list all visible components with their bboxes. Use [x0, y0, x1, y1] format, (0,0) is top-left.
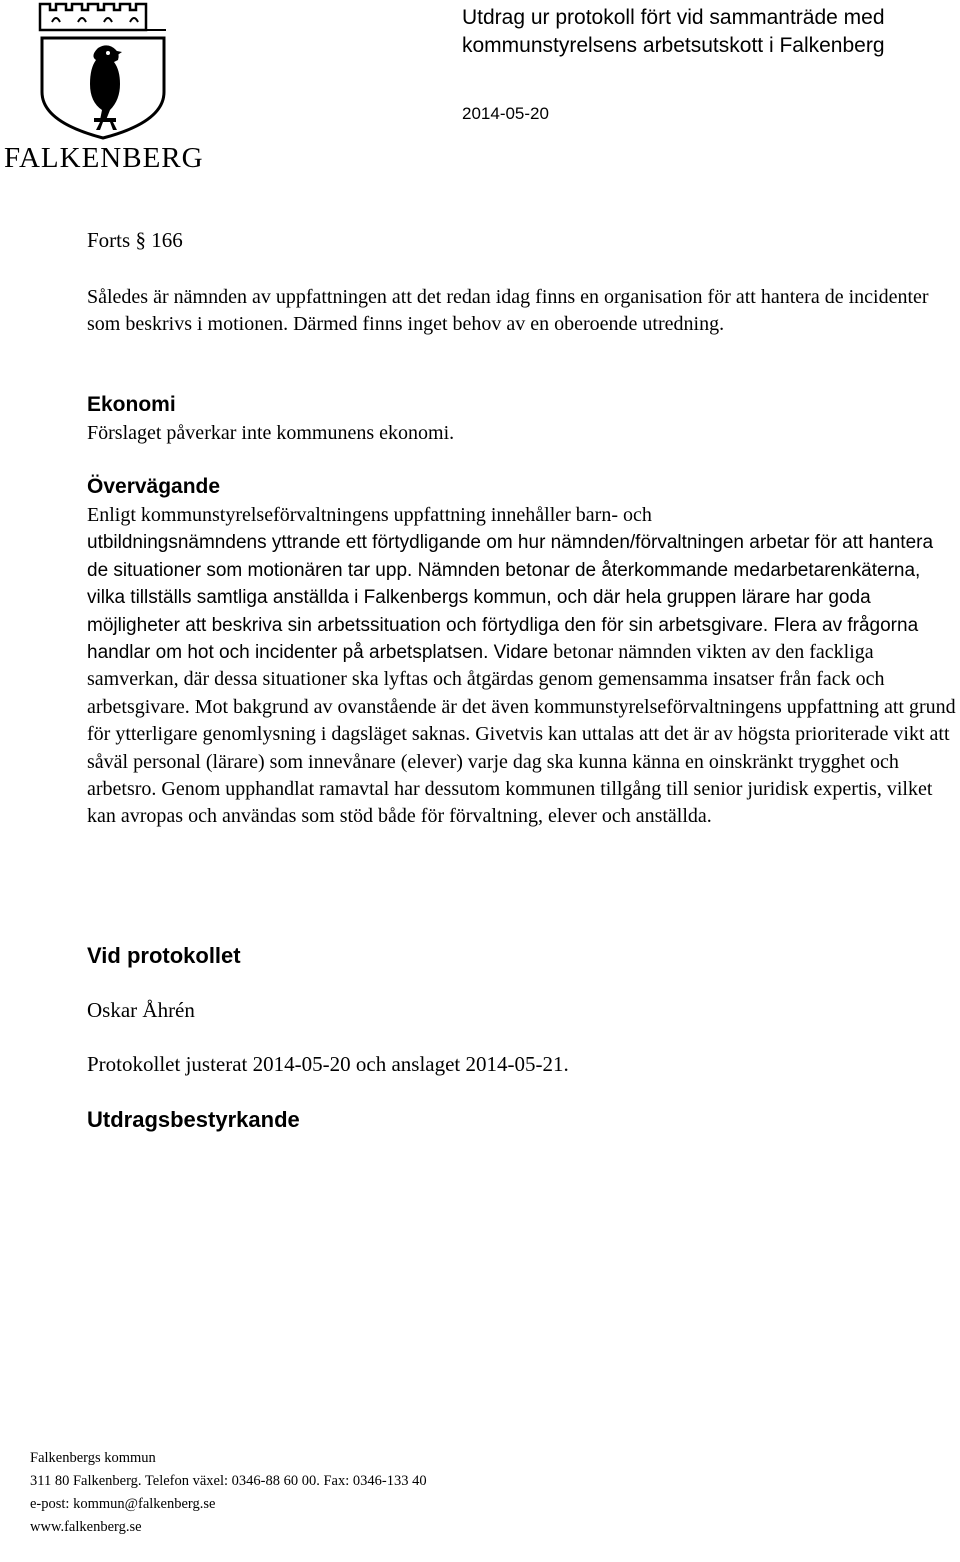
footer-email: e-post: kommun@falkenberg.se	[30, 1496, 216, 1512]
footer-address: 311 80 Falkenberg. Telefon växel: 0346-88 60 00. Fax: 0346-133 40	[30, 1473, 427, 1489]
overvagande-sans-text: utbildningsnämndens yttrande ett förtydligande om hur nämnden/förvaltningen arbetar för att hantera de situationer som motionären tar upp. Nämnden betonar de återkommande medarbetarenkäterna, vilka tillställs samtliga anställda i Falkenbergs kommun, och där hela gruppen lärare har goda möjligheter att beskriva sin arbetssituation och förtydliga den för sin arbetsgivare. Flera av frågorna handlar om hot och incidenter på arbetsplatsen. Vidare	[87, 532, 934, 664]
overvagande-serif-text: betonar nämnden vikten av den fackliga samverkan, där dessa situationer ska lyftas och åtgärdas genom gemensamma insatser från fack och arbetsgivare. Mot bakgrund av ovanstående är det även kommunstyrelseförvaltningens uppfattning att grund för ytterligare genomlysning i dagsläget saknas. Givetvis kan uttalas att det är av högsta prioriterade vikt att såväl personal (lärare) som innevånare (elever) varje dag ska kunna känna en oinskränkt trygghet och arbetsro. Genom upphandlat ramavtal har dessutom kommunen tillgång till senior juridisk expertis, vilket kan avropas och användas som stöd både för förvaltning, elever och anställda.	[87, 641, 956, 828]
footer-org: Falkenbergs kommun	[30, 1450, 156, 1466]
section-number-value: 166	[151, 228, 183, 252]
footer-web: www.falkenberg.se	[30, 1519, 142, 1535]
overvagande-heading: Övervägande	[87, 475, 221, 498]
document-date: 2014-05-20	[462, 104, 549, 123]
logo-wordmark: FALKENBERG	[4, 142, 204, 174]
section-label: Forts	[87, 228, 131, 252]
overvagande-line-1: Enligt kommunstyrelseförvaltningens uppfattning innehåller barn- och	[87, 504, 652, 526]
ekonomi-text: Förslaget påverkar inte kommunens ekonomi.	[87, 422, 455, 444]
document-title-line-2: kommunstyrelsens arbetsutskott i Falkenberg	[462, 34, 885, 57]
intro-paragraph: Således är nämnden av uppfattningen att det redan idag finns en organisation för att hantera de incidenter som beskrivs i motionen. Därmed finns inget behov av en oberoende utredning.	[87, 286, 929, 336]
overvagande-paragraph	[87, 502, 957, 831]
footer	[30, 1447, 427, 1539]
falkenberg-coat-of-arms-icon	[28, 0, 178, 140]
utdragsbestyrkande-heading: Utdragsbestyrkande	[87, 1107, 300, 1132]
justerat-text: Protokollet justerat 2014-05-20 och anslaget 2014-05-21.	[87, 1052, 569, 1076]
document-title	[462, 4, 952, 60]
ekonomi-heading: Ekonomi	[87, 393, 176, 416]
signer-name: Oskar Åhrén	[87, 998, 195, 1022]
document-title-line-1: Utdrag ur protokoll fört vid sammanträde med	[462, 6, 885, 29]
vid-protokollet-heading: Vid protokollet	[87, 943, 241, 968]
section-number: Forts § 166	[87, 228, 183, 252]
